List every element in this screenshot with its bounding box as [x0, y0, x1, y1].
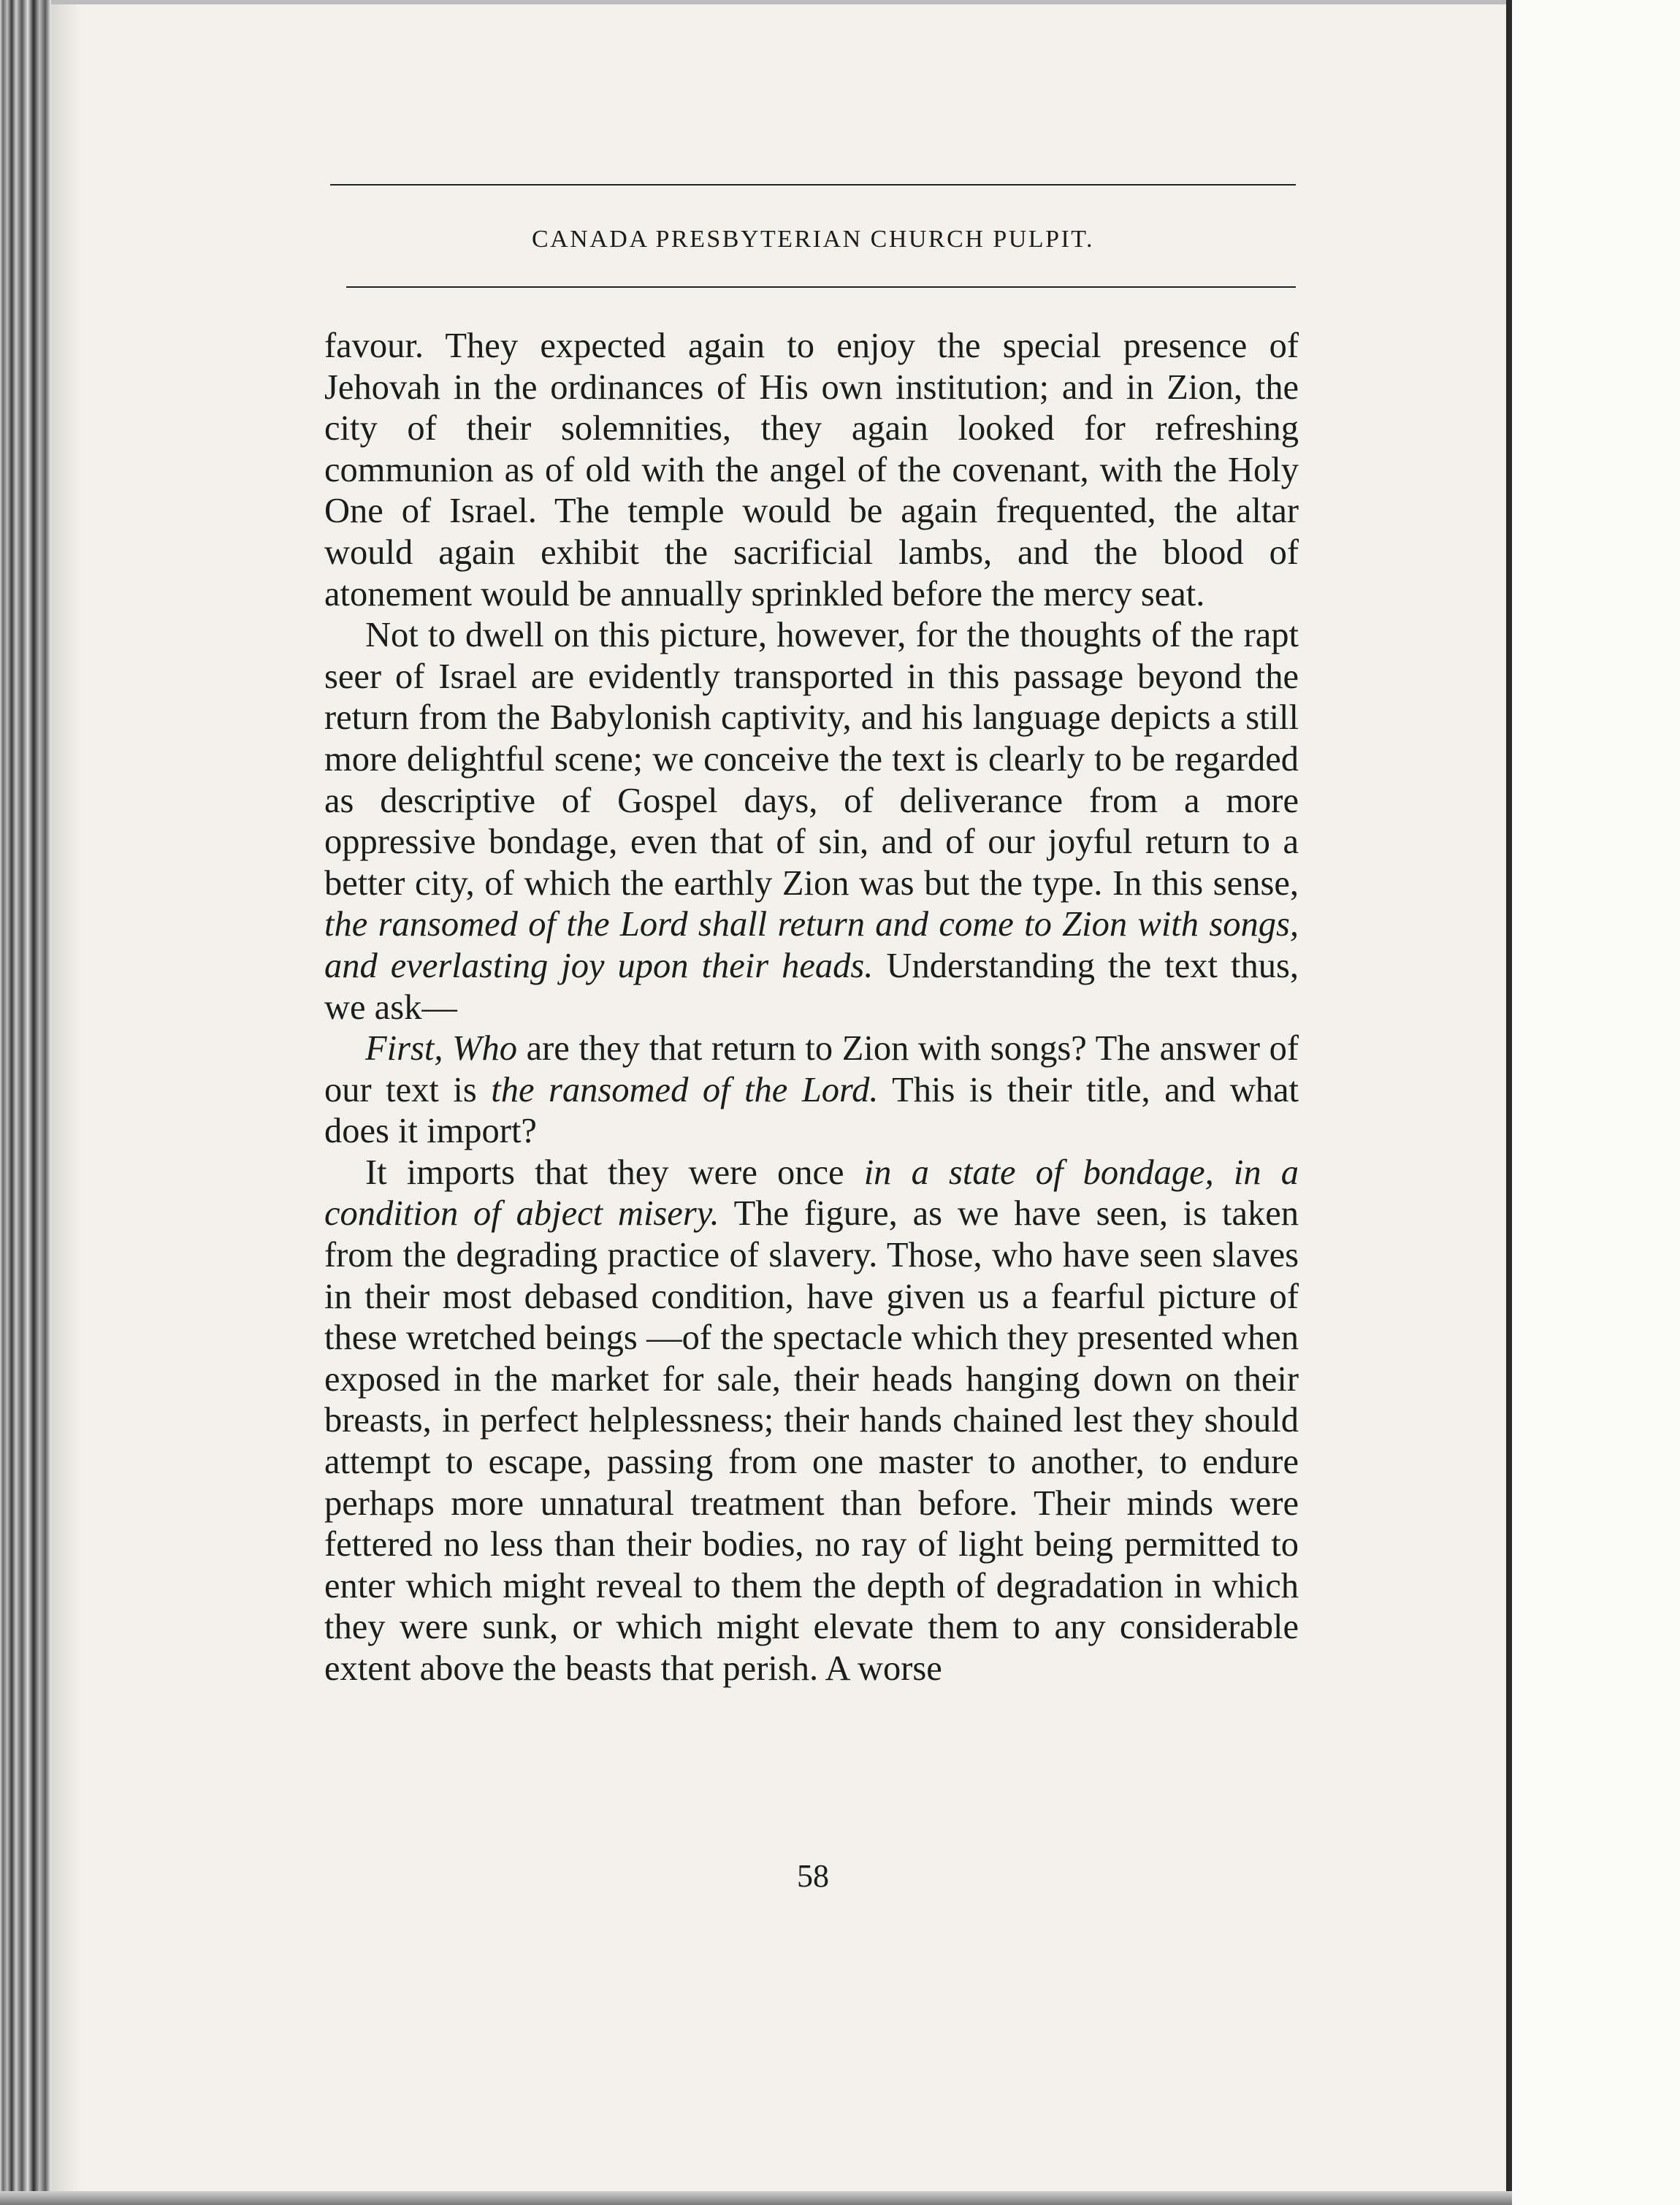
- scan-background: [1512, 0, 1680, 2205]
- paragraph-4-text-end: The figure, as we have seen, is taken from the degrading practice of slavery. Those, who have seen slaves in their most debased condition, have given us a fearful picture of these wretched beings —of the spectacle which they presented when exposed in the market for sale, their heads hanging down on their breasts, in perfect helplessness; their hands chained lest they should attempt to escape, passing from one master to another, to endure perhaps more unnatural treatment than before. Their minds were fettered no less than their bodies, no ray of light being permitted to enter which might reveal to them the depth of degradation in which they were sunk, or which might elevate them to any considerable extent above the beasts that perish. A worse: [324, 1194, 1299, 1688]
- right-page-edge: [1506, 0, 1512, 2205]
- gutter-shadow: [51, 0, 80, 2205]
- header-rule-bottom: [346, 286, 1296, 288]
- paragraph-3-text-end: This is their title, and what does it import?: [324, 1070, 1299, 1151]
- paragraph-2: [324, 615, 1299, 1028]
- paragraph-2-italic-quote: the ransomed of the Lord shall return and come to Zion with songs, and everlasting joy upon their heads.: [324, 905, 1299, 985]
- paragraph-4: [324, 1153, 1299, 1690]
- paragraph-1-text: favour. They expected again to enjoy the special presence of Jehovah in the ordinances of His own institution; and in Zion, the city of their solemnities, they again looked for refreshing communion as of old with the angel of the covenant, with the Holy One of Israel. The temple would be again frequented, the altar would again exhibit the sacrificial lambs, and the blood of atonement would be annually sprinkled before the mercy seat.: [324, 326, 1299, 614]
- paragraph-4-italic-bondage: in a state of bondage, in a condition of abject misery.: [324, 1153, 1299, 1234]
- paragraph-4-text: It imports that they were once: [365, 1153, 864, 1192]
- book-spine-edge: [0, 0, 51, 2205]
- sermon-text: [324, 326, 1299, 1690]
- paragraph-3: [324, 1028, 1299, 1153]
- bottom-page-edge: [0, 2191, 1512, 2205]
- top-page-edge: [51, 0, 1512, 4]
- running-head: CANADA PRESBYTERIAN CHURCH PULPIT.: [531, 226, 1095, 253]
- paragraph-2-text: Not to dwell on this picture, however, for the thoughts of the rapt seer of Israel are evidently transported in this passage beyond the return from the Babylonish captivity, and his language depicts a still more delightful scene; we conceive the text is clearly to be regarded as descriptive of Gospel days, of deliverance from a more oppressive bondage, even that of sin, and of our joyful return to a better city, of which the earthly Zion was but the type. In this sense,: [324, 616, 1299, 903]
- paragraph-3-text: are they that return to Zion with songs? The answer of our text is: [324, 1029, 1299, 1109]
- paragraph-3-italic-ransomed: the ransomed of the Lord.: [491, 1070, 879, 1109]
- page-number: 58: [797, 1858, 829, 1894]
- paragraph-2-text-end: Understanding the text thus, we ask—: [324, 946, 1299, 1027]
- header-rule-top: [330, 184, 1296, 186]
- paragraph-1: [324, 326, 1299, 615]
- paragraph-3-italic-first: First, Who: [365, 1029, 517, 1069]
